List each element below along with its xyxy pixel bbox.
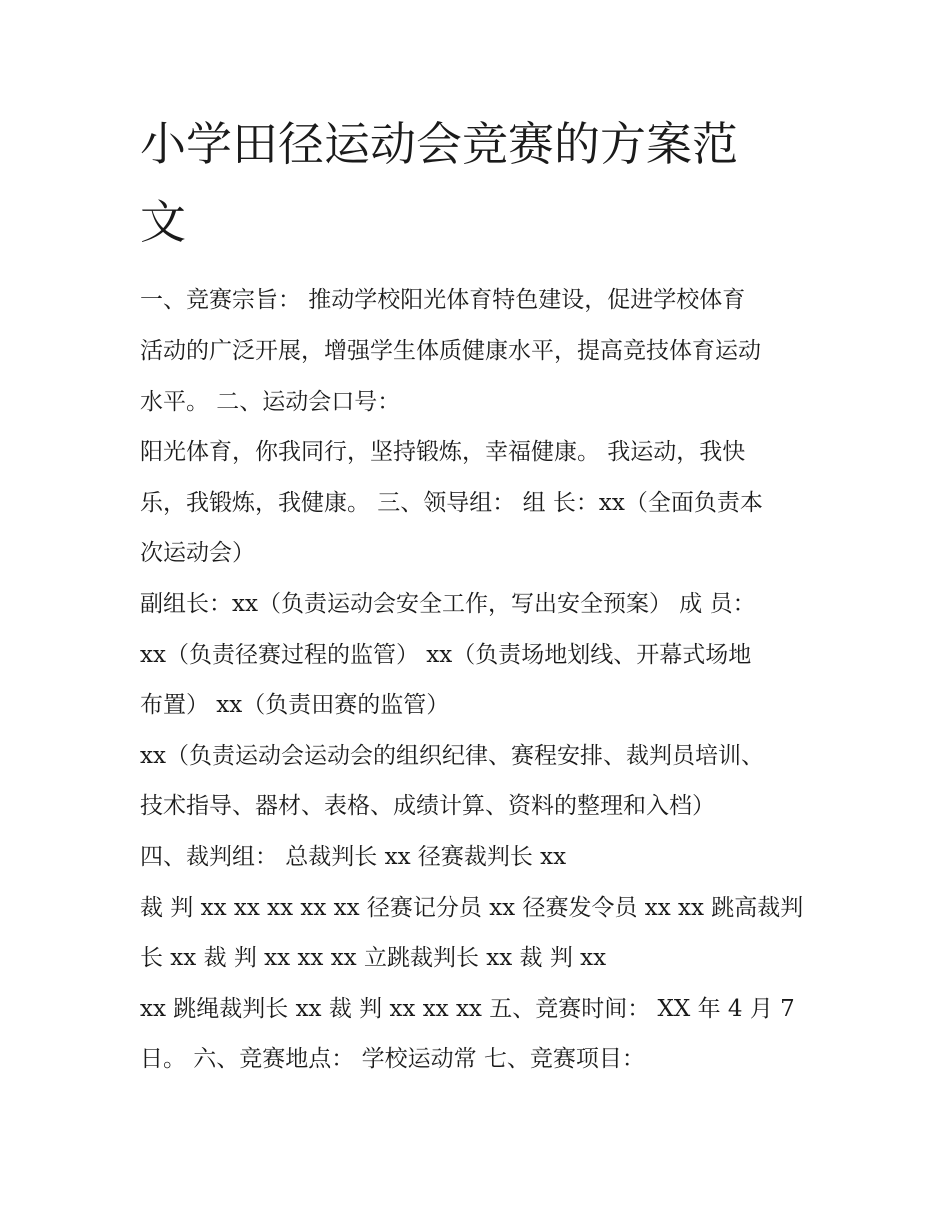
- body-line: xx 跳绳裁判长 xx 裁 判 xx xx xx 五、竞赛时间： XX 年 4 月 7: [140, 996, 795, 1022]
- body-line: 水平。 二、运动会口号：: [140, 389, 401, 415]
- body-line: 技术指导、器材、表格、成绩计算、资料的整理和入档）: [140, 793, 715, 819]
- body-line: 长 xx 裁 判 xx xx xx 立跳裁判长 xx 裁 判 xx: [140, 945, 607, 971]
- body-line: 四、裁判组： 总裁判长 xx 径赛裁判长 xx: [140, 844, 567, 870]
- document-title-line-2: 文: [140, 195, 186, 249]
- body-line: xx（负责运动会运动会的组织纪律、赛程安排、裁判员培训、: [140, 743, 764, 769]
- body-line: 活动的广泛开展，增强学生体质健康水平，提高竞技体育运动: [140, 338, 761, 364]
- body-line: 次运动会）: [140, 540, 255, 566]
- body-line: 布置） xx（负责田赛的监管）: [140, 692, 450, 718]
- body-line: 裁 判 xx xx xx xx xx 径赛记分员 xx 径赛发令员 xx xx 跳高裁判: [140, 895, 804, 921]
- body-line: 日。 六、竞赛地点： 学校运动常 七、竞赛项目：: [140, 1046, 645, 1072]
- body-line: xx（负责径赛过程的监管） xx（负责场地划线、开幕式场地: [140, 642, 752, 668]
- document-title-line-1: 小学田径运动会竞赛的方案范: [140, 117, 738, 171]
- body-line: 阳光体育，你我同行，坚持锻炼，幸福健康。 我运动，我快: [140, 439, 746, 465]
- body-line: 一、竞赛宗旨： 推动学校阳光体育特色建设，促进学校体育: [140, 287, 746, 313]
- body-line: 副组长：xx（负责运动会安全工作，写出安全预案） 成 员：: [140, 591, 756, 617]
- body-line: 乐，我锻炼，我健康。 三、领导组： 组 长：xx（全面负责本: [140, 490, 763, 516]
